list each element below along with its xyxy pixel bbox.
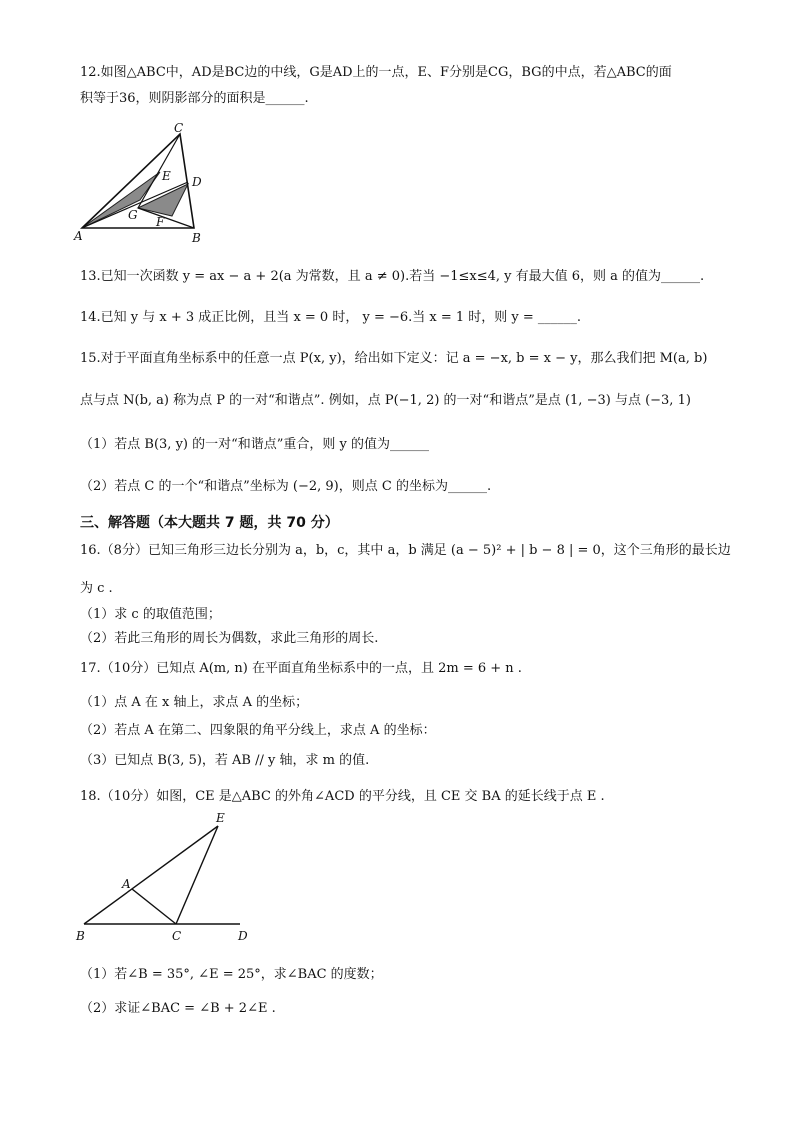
q15-part2: （2）若点 C 的一个“和谐点”坐标为 (−2, 9)，则点 C 的坐标为______. <box>80 479 492 494</box>
q17-part2: （2）若点 A 在第二、四象限的角平分线上，求点 A 的坐标： <box>80 723 436 738</box>
q18-label-d: D <box>238 929 248 943</box>
q18-line-be <box>84 826 218 924</box>
q18-label-b: B <box>76 929 85 943</box>
q18-part2: （2）求证∠BAC = ∠B + 2∠E . <box>80 1001 276 1016</box>
q12-label-g: G <box>128 208 138 222</box>
q17-line1: 17.（10分）已知点 A(m, n) 在平面直角坐标系中的一点，且 2m = 6 + n . <box>80 661 522 676</box>
q12-label-c: C <box>174 121 184 135</box>
q17-part1: （1）点 A 在 x 轴上，求点 A 的坐标； <box>80 695 309 710</box>
q12-label-b: B <box>192 231 201 245</box>
q12-triangle-abc <box>82 134 194 228</box>
q15-line1: 15.对于平面直角坐标系中的任意一点 P(x, y)，给出如下定义：记 a = −x, b = x − y，那么我们把 M(a, b) <box>80 351 708 366</box>
q12-line2: 积等于36，则阴影部分的面积是______. <box>80 91 309 106</box>
q15-part1: （1）若点 B(3, y) 的一对“和谐点”重合，则 y 的值为______ <box>80 437 430 452</box>
q12-label-a: A <box>74 229 83 243</box>
q12-shade-1 <box>82 172 160 228</box>
q17-part3: （3）已知点 B(3, 5)，若 AB // y 轴，求 m 的值. <box>80 753 370 768</box>
q15-line2: 点与点 N(b, a) 称为点 P 的一对“和谐点”. 例如，点 P(−1, 2) 的一对“和谐点”是点 (1, −3) 与点 (−3, 1) <box>80 393 691 408</box>
q12-label-d: D <box>192 175 202 189</box>
q16-part2: （2）若此三角形的周长为偶数，求此三角形的周长. <box>80 631 379 646</box>
q18-line-ac <box>132 889 176 924</box>
q16-line2: 为 c . <box>80 581 113 596</box>
q16-line1: 16.（8分）已知三角形三边长分别为 a，b，c，其中 a，b 满足 (a − 5)² + | b − 8 | = 0，这个三角形的最长边 <box>80 543 731 558</box>
q18-label-e: E <box>216 811 225 825</box>
q16-part1: （1）求 c 的取值范围； <box>80 607 221 622</box>
q18-label-a: A <box>122 877 131 891</box>
q13-text: 13.已知一次函数 y = ax − a + 2(a 为常数，且 a ≠ 0).若当 −1≤x≤4, y 有最大值 6，则 a 的值为______. <box>80 269 705 284</box>
q18-figure <box>70 810 265 950</box>
q18-label-c: C <box>172 929 182 943</box>
q12-line1: 12.如图△ABC中，AD是BC边的中线，G是AD上的一点，E、F分别是CG，BG的中点，若△ABC的面 <box>80 65 672 80</box>
q18-line1: 18.（10分）如图，CE 是△ABC 的外角∠ACD 的平分线，且 CE 交 BA 的延长线于点 E . <box>80 789 605 804</box>
q12-figure <box>70 120 220 245</box>
section-heading: 三、解答题（本大题共 7 题，共 70 分） <box>80 515 339 531</box>
q14-text: 14.已知 y 与 x + 3 成正比例，且当 x = 0 时， y = −6.当 x = 1 时，则 y = ______. <box>80 310 582 325</box>
q12-label-e: E <box>162 169 171 183</box>
q12-label-f: F <box>156 215 165 229</box>
q18-part1: （1）若∠B = 35°, ∠E = 25°，求∠BAC 的度数； <box>80 967 383 982</box>
